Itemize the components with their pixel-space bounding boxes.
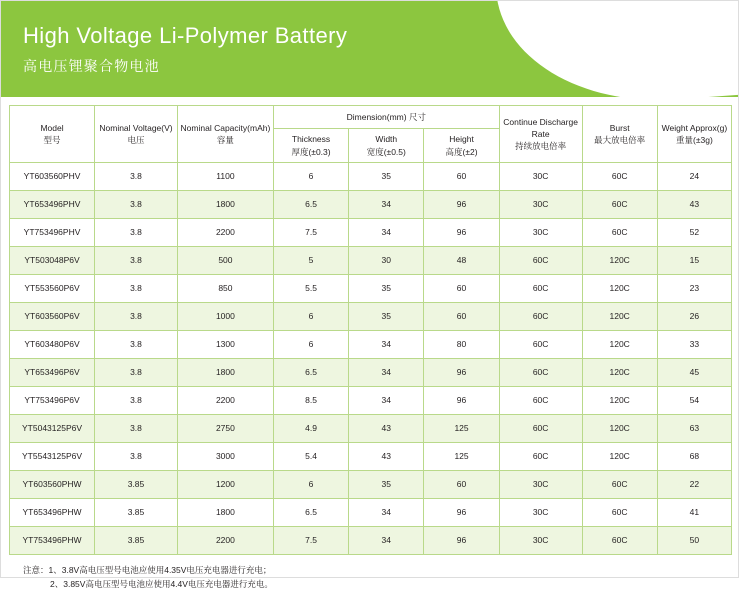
cell-width: 35 bbox=[349, 274, 424, 302]
cell-model: YT753496PHV bbox=[10, 218, 95, 246]
cell-weight: 22 bbox=[657, 470, 731, 498]
cell-voltage: 3.8 bbox=[95, 302, 178, 330]
cell-voltage: 3.8 bbox=[95, 442, 178, 470]
cell-thickness: 7.5 bbox=[273, 526, 348, 554]
table-row bbox=[10, 526, 732, 554]
cell-model: YT5543125P6V bbox=[10, 442, 95, 470]
cell-model: YT653496PHW bbox=[10, 498, 95, 526]
cell-weight: 41 bbox=[657, 498, 731, 526]
battery-spec-table bbox=[9, 105, 732, 555]
cell-model: YT603480P6V bbox=[10, 330, 95, 358]
cell-model: YT603560PHW bbox=[10, 470, 95, 498]
page-title-cn: 高电压锂聚合物电池 bbox=[23, 58, 160, 75]
header-voltage-en: Nominal Voltage(V) bbox=[99, 122, 173, 133]
cell-height: 60 bbox=[424, 274, 499, 302]
header-weight bbox=[657, 106, 731, 163]
table-row bbox=[10, 498, 732, 526]
cell-voltage: 3.8 bbox=[95, 330, 178, 358]
cell-continue-discharge: 30C bbox=[499, 162, 582, 190]
cell-height: 96 bbox=[424, 526, 499, 554]
header-thickness-en: Thickness bbox=[291, 134, 331, 145]
header-capacity-en: Nominal Capacity(mAh) bbox=[180, 122, 271, 133]
cell-width: 34 bbox=[349, 218, 424, 246]
cell-continue-discharge: 60C bbox=[499, 386, 582, 414]
header-weight-cn: 重量(±3g) bbox=[676, 134, 713, 145]
cell-width: 34 bbox=[349, 358, 424, 386]
cell-model: YT603560PHV bbox=[10, 162, 95, 190]
table-row bbox=[10, 414, 732, 442]
table-row bbox=[10, 358, 732, 386]
header-model-en: Model bbox=[40, 122, 64, 133]
cell-model: YT753496P6V bbox=[10, 386, 95, 414]
cell-model: YT753496PHW bbox=[10, 526, 95, 554]
cell-model: YT5043125P6V bbox=[10, 414, 95, 442]
spec-table-container bbox=[1, 97, 738, 555]
cell-voltage: 3.85 bbox=[95, 498, 178, 526]
cell-width: 34 bbox=[349, 190, 424, 218]
table-row bbox=[10, 274, 732, 302]
cell-weight: 52 bbox=[657, 218, 731, 246]
cell-thickness: 5 bbox=[273, 246, 348, 274]
header-thickness-cn: 厚度(±0.3) bbox=[291, 146, 331, 157]
cell-width: 30 bbox=[349, 246, 424, 274]
header-voltage-cn: 电压 bbox=[127, 134, 145, 145]
cell-height: 96 bbox=[424, 386, 499, 414]
table-row bbox=[10, 190, 732, 218]
cell-thickness: 6.5 bbox=[273, 190, 348, 218]
cell-width: 34 bbox=[349, 498, 424, 526]
cell-capacity: 1800 bbox=[177, 358, 273, 386]
cell-thickness: 5.4 bbox=[273, 442, 348, 470]
header-capacity bbox=[177, 106, 273, 163]
cell-thickness: 6.5 bbox=[273, 498, 348, 526]
cell-voltage: 3.8 bbox=[95, 274, 178, 302]
cell-voltage: 3.85 bbox=[95, 470, 178, 498]
cell-burst: 120C bbox=[582, 358, 657, 386]
cell-capacity: 2200 bbox=[177, 526, 273, 554]
cell-weight: 50 bbox=[657, 526, 731, 554]
table-row bbox=[10, 218, 732, 246]
cell-capacity: 1800 bbox=[177, 498, 273, 526]
cell-continue-discharge: 30C bbox=[499, 470, 582, 498]
cell-model: YT653496PHV bbox=[10, 190, 95, 218]
cell-model: YT553560P6V bbox=[10, 274, 95, 302]
cell-weight: 43 bbox=[657, 190, 731, 218]
cell-continue-discharge: 30C bbox=[499, 218, 582, 246]
cell-model: YT603560P6V bbox=[10, 302, 95, 330]
cell-thickness: 6 bbox=[273, 470, 348, 498]
header-continue-discharge bbox=[499, 106, 582, 163]
cell-burst: 60C bbox=[582, 190, 657, 218]
header-height bbox=[424, 129, 499, 163]
header-burst-en: Burst bbox=[609, 122, 630, 133]
cell-voltage: 3.8 bbox=[95, 162, 178, 190]
cell-height: 60 bbox=[424, 470, 499, 498]
note-line-1: 注意：1、3.8V高电压型号电池应使用4.35V电压充电器进行充电； bbox=[23, 564, 272, 575]
table-row bbox=[10, 386, 732, 414]
cell-capacity: 1200 bbox=[177, 470, 273, 498]
table-row bbox=[10, 302, 732, 330]
cell-voltage: 3.8 bbox=[95, 414, 178, 442]
cell-continue-discharge: 60C bbox=[499, 330, 582, 358]
cell-height: 60 bbox=[424, 302, 499, 330]
cell-capacity: 2200 bbox=[177, 386, 273, 414]
header-model-cn: 型号 bbox=[43, 134, 61, 145]
cell-height: 48 bbox=[424, 246, 499, 274]
cell-continue-discharge: 60C bbox=[499, 414, 582, 442]
cell-continue-discharge: 30C bbox=[499, 526, 582, 554]
cell-continue-discharge: 60C bbox=[499, 246, 582, 274]
header-width-en: Width bbox=[375, 134, 398, 145]
cell-width: 43 bbox=[349, 414, 424, 442]
cell-continue-discharge: 60C bbox=[499, 442, 582, 470]
header-width-cn: 宽度(±0.5) bbox=[366, 146, 406, 157]
cell-capacity: 1800 bbox=[177, 190, 273, 218]
cell-voltage: 3.8 bbox=[95, 358, 178, 386]
cell-thickness: 7.5 bbox=[273, 218, 348, 246]
cell-thickness: 8.5 bbox=[273, 386, 348, 414]
cell-burst: 120C bbox=[582, 414, 657, 442]
cell-capacity: 1100 bbox=[177, 162, 273, 190]
header-continue-cn: 持续放电倍率 bbox=[515, 141, 567, 152]
header-burst bbox=[582, 106, 657, 163]
cell-burst: 120C bbox=[582, 442, 657, 470]
cell-height: 60 bbox=[424, 162, 499, 190]
header-banner bbox=[1, 1, 738, 97]
header-row-1 bbox=[10, 106, 732, 129]
table-row bbox=[10, 470, 732, 498]
cell-thickness: 4.9 bbox=[273, 414, 348, 442]
header-capacity-cn: 容量 bbox=[216, 134, 234, 145]
cell-height: 80 bbox=[424, 330, 499, 358]
cell-weight: 23 bbox=[657, 274, 731, 302]
page-title-en: High Voltage Li-Polymer Battery bbox=[23, 23, 348, 48]
cell-thickness: 6 bbox=[273, 162, 348, 190]
cell-thickness: 6 bbox=[273, 302, 348, 330]
header-corner-shape bbox=[492, 1, 738, 97]
cell-width: 43 bbox=[349, 442, 424, 470]
cell-weight: 26 bbox=[657, 302, 731, 330]
header-weight-en: Weight Approx(g) bbox=[661, 122, 728, 133]
table-body bbox=[10, 162, 732, 554]
cell-voltage: 3.8 bbox=[95, 218, 178, 246]
cell-thickness: 6 bbox=[273, 330, 348, 358]
cell-voltage: 3.8 bbox=[95, 190, 178, 218]
cell-width: 34 bbox=[349, 526, 424, 554]
table-row bbox=[10, 246, 732, 274]
cell-burst: 60C bbox=[582, 162, 657, 190]
cell-width: 35 bbox=[349, 302, 424, 330]
cell-burst: 60C bbox=[582, 218, 657, 246]
cell-burst: 120C bbox=[582, 386, 657, 414]
cell-capacity: 2750 bbox=[177, 414, 273, 442]
table-row bbox=[10, 442, 732, 470]
cell-width: 35 bbox=[349, 470, 424, 498]
cell-height: 125 bbox=[424, 442, 499, 470]
cell-burst: 120C bbox=[582, 274, 657, 302]
header-voltage bbox=[95, 106, 178, 163]
header-model bbox=[10, 106, 95, 163]
cell-weight: 54 bbox=[657, 386, 731, 414]
cell-burst: 120C bbox=[582, 330, 657, 358]
cell-burst: 120C bbox=[582, 302, 657, 330]
cell-burst: 120C bbox=[582, 246, 657, 274]
cell-width: 35 bbox=[349, 162, 424, 190]
header-text-block bbox=[23, 23, 347, 76]
cell-weight: 63 bbox=[657, 414, 731, 442]
cell-height: 96 bbox=[424, 218, 499, 246]
cell-weight: 68 bbox=[657, 442, 731, 470]
cell-continue-discharge: 60C bbox=[499, 302, 582, 330]
cell-weight: 45 bbox=[657, 358, 731, 386]
cell-continue-discharge: 60C bbox=[499, 274, 582, 302]
header-burst-cn: 最大放电倍率 bbox=[594, 134, 646, 145]
cell-height: 125 bbox=[424, 414, 499, 442]
header-height-cn: 高度(±2) bbox=[445, 146, 478, 157]
note-line-2: 2、3.85V高电压型号电池应使用4.4V电压充电器进行充电。 bbox=[50, 578, 273, 589]
header-dimension-group: Dimension(mm) 尺寸 bbox=[273, 106, 499, 129]
cell-continue-discharge: 30C bbox=[499, 190, 582, 218]
header-thickness bbox=[273, 129, 348, 163]
cell-continue-discharge: 30C bbox=[499, 498, 582, 526]
cell-weight: 15 bbox=[657, 246, 731, 274]
cell-voltage: 3.85 bbox=[95, 526, 178, 554]
cell-width: 34 bbox=[349, 386, 424, 414]
cell-voltage: 3.8 bbox=[95, 386, 178, 414]
cell-thickness: 6.5 bbox=[273, 358, 348, 386]
cell-capacity: 1000 bbox=[177, 302, 273, 330]
cell-width: 34 bbox=[349, 330, 424, 358]
cell-weight: 33 bbox=[657, 330, 731, 358]
cell-height: 96 bbox=[424, 190, 499, 218]
cell-weight: 24 bbox=[657, 162, 731, 190]
header-width bbox=[349, 129, 424, 163]
cell-model: YT653496P6V bbox=[10, 358, 95, 386]
table-row bbox=[10, 162, 732, 190]
cell-thickness: 5.5 bbox=[273, 274, 348, 302]
cell-capacity: 2200 bbox=[177, 218, 273, 246]
cell-voltage: 3.8 bbox=[95, 246, 178, 274]
cell-capacity: 1300 bbox=[177, 330, 273, 358]
cell-height: 96 bbox=[424, 358, 499, 386]
table-row bbox=[10, 330, 732, 358]
table-header bbox=[10, 106, 732, 163]
header-continue-en: Continue Discharge Rate bbox=[503, 116, 578, 139]
cell-burst: 60C bbox=[582, 526, 657, 554]
cell-burst: 60C bbox=[582, 470, 657, 498]
cell-capacity: 850 bbox=[177, 274, 273, 302]
footer-note bbox=[23, 564, 738, 591]
cell-height: 96 bbox=[424, 498, 499, 526]
header-height-en: Height bbox=[449, 134, 474, 145]
cell-continue-discharge: 60C bbox=[499, 358, 582, 386]
cell-model: YT503048P6V bbox=[10, 246, 95, 274]
cell-capacity: 500 bbox=[177, 246, 273, 274]
cell-capacity: 3000 bbox=[177, 442, 273, 470]
cell-burst: 60C bbox=[582, 498, 657, 526]
